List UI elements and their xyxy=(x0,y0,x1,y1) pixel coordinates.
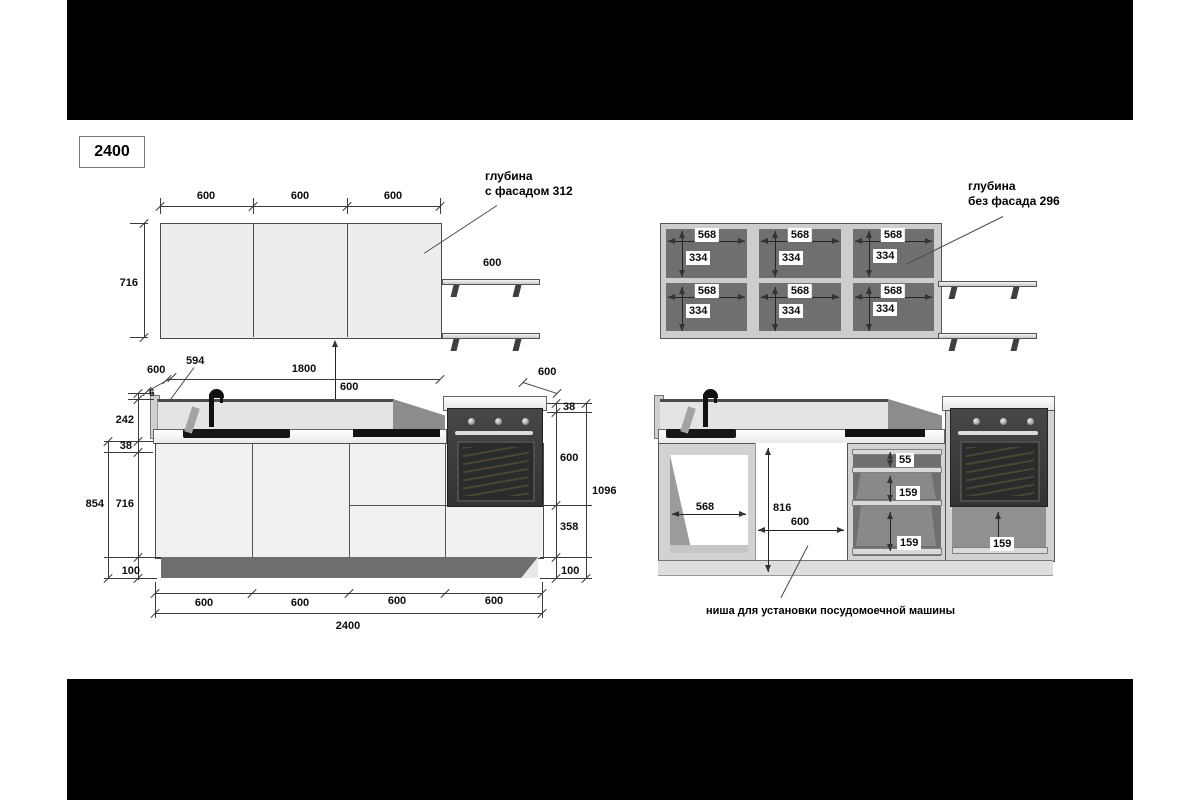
dim-inner-height: 334 xyxy=(779,251,803,265)
shelf-bracket xyxy=(1011,339,1020,351)
backsplash xyxy=(660,399,888,432)
shelf-bracket xyxy=(451,339,460,351)
arrowhead xyxy=(887,495,893,502)
arrowhead xyxy=(672,511,679,517)
door-gap-line xyxy=(445,443,446,557)
extension-line xyxy=(104,578,157,579)
oven-rack-reflection xyxy=(463,447,529,496)
plinth-strip xyxy=(658,560,1053,576)
dim-counter-thickness: 38 xyxy=(119,440,132,452)
arrowhead xyxy=(887,544,893,551)
dim-line xyxy=(167,379,440,380)
dim-line xyxy=(144,223,145,337)
oven-rack-reflection xyxy=(966,447,1034,496)
note-depth-with-facade xyxy=(485,169,573,199)
dim-line xyxy=(556,403,557,578)
arrowhead xyxy=(887,452,893,459)
upper-cabinet-front xyxy=(160,223,442,339)
arrowhead xyxy=(332,340,338,347)
hob xyxy=(845,429,925,437)
dim-inner-height: 334 xyxy=(686,304,710,318)
door-gap-line xyxy=(253,223,254,337)
faucet xyxy=(209,394,214,427)
backsplash-wedge xyxy=(393,399,445,429)
extension-line xyxy=(543,505,592,506)
door-gap-line xyxy=(252,443,253,557)
arrowhead xyxy=(772,231,778,238)
shelf-bracket xyxy=(1011,287,1020,299)
oven-window xyxy=(960,441,1040,502)
arrowhead xyxy=(679,270,685,277)
oven-knob xyxy=(973,418,980,425)
dim-base-height: 716 xyxy=(115,498,134,510)
dim-line xyxy=(160,206,440,207)
dim-line xyxy=(768,448,769,572)
dim-upper-door-width: 600 xyxy=(196,190,216,202)
arrowhead xyxy=(679,324,685,331)
arrowhead xyxy=(925,238,932,244)
dim-inner-width: 568 xyxy=(788,284,812,298)
arrowhead xyxy=(772,270,778,277)
dim-bottom-width: 600 xyxy=(387,595,407,607)
note-line: с фасадом 312 xyxy=(485,184,573,198)
dim-inner-height: 334 xyxy=(779,304,803,318)
shelf-bracket xyxy=(513,339,522,351)
dim-inner-width: 568 xyxy=(695,284,719,298)
extension-line xyxy=(104,557,161,558)
arrowhead xyxy=(668,294,675,300)
faucet xyxy=(703,394,708,427)
sink xyxy=(183,429,290,438)
dim-bottom-width: 600 xyxy=(194,597,214,609)
note-line: без фасада 296 xyxy=(968,194,1060,208)
arrowhead xyxy=(679,231,685,238)
dim-oven-height: 600 xyxy=(560,452,579,464)
dim-upper-height: 716 xyxy=(119,277,138,289)
oven-knob xyxy=(495,418,502,425)
arrowhead xyxy=(887,512,893,519)
oven-knob xyxy=(468,418,475,425)
dim-depth-left: 600 xyxy=(147,364,166,376)
arrowhead xyxy=(765,448,771,455)
dim-line xyxy=(155,613,542,614)
faucet-tip xyxy=(714,396,717,403)
arrowhead xyxy=(855,294,862,300)
extension-line xyxy=(130,223,148,224)
oven-window xyxy=(457,441,535,502)
dim-inner-height: 334 xyxy=(686,251,710,265)
dim-line xyxy=(586,403,587,578)
arrowhead xyxy=(887,476,893,483)
arrowhead xyxy=(995,512,1001,519)
dim-inner-width: 568 xyxy=(695,228,719,242)
dim-inner-width: 568 xyxy=(788,228,812,242)
oven-knob xyxy=(1000,418,1007,425)
dim-total-height: 1096 xyxy=(592,485,617,497)
arrowhead xyxy=(866,324,872,331)
dim-oven-drawer: 159 xyxy=(990,537,1014,551)
shelf-bracket xyxy=(949,287,958,299)
door-gap-line xyxy=(349,443,350,557)
dim-bottom-width: 600 xyxy=(484,595,504,607)
dim-upper-gap: 600 xyxy=(340,381,359,393)
shelf-bracket xyxy=(513,285,522,297)
dim-total-width: 2400 xyxy=(335,620,361,632)
note-depth-without-facade xyxy=(968,179,1060,209)
arrowhead xyxy=(925,294,932,300)
dim-line xyxy=(672,514,746,515)
dim-drawer-2: 159 xyxy=(896,486,920,500)
dim-niche-width: 600 xyxy=(790,516,810,528)
oven-handle xyxy=(958,431,1038,435)
arrowhead xyxy=(866,231,872,238)
dim-shelf-length: 600 xyxy=(483,257,502,269)
arrowhead xyxy=(758,527,765,533)
arrowhead xyxy=(887,460,893,467)
dishwasher-niche xyxy=(755,443,849,560)
dim-drawer-3: 159 xyxy=(897,536,921,550)
arrowhead xyxy=(866,270,872,277)
arrowhead xyxy=(765,565,771,572)
dim-plinth-height: 100 xyxy=(561,565,580,577)
oven-knob xyxy=(1027,418,1034,425)
shelf-bracket xyxy=(949,339,958,351)
arrowhead xyxy=(832,238,839,244)
dim-drawer-height: 358 xyxy=(560,521,579,533)
arrowhead xyxy=(832,294,839,300)
arrowhead xyxy=(866,287,872,294)
dim-sink-inner-width: 568 xyxy=(695,501,715,513)
shelf-bracket xyxy=(451,285,460,297)
note-line: глубина xyxy=(968,179,1016,193)
extension-line xyxy=(540,557,592,558)
dim-inner-height: 334 xyxy=(873,302,897,316)
arrowhead xyxy=(739,511,746,517)
arrowhead xyxy=(761,294,768,300)
extension-line xyxy=(128,399,154,400)
dim-line xyxy=(758,530,844,531)
arrowhead xyxy=(772,287,778,294)
note-dishwasher-niche: ниша для установки посудомоечной машины xyxy=(706,605,956,617)
dim-bottom-width: 600 xyxy=(290,597,310,609)
dim-line xyxy=(138,393,139,580)
drawer-rail xyxy=(852,500,942,506)
drawer-gap-line xyxy=(349,505,445,506)
dim-depth-right: 600 xyxy=(538,366,557,378)
dim-counter-thickness: 38 xyxy=(563,401,576,413)
arrowhead xyxy=(679,287,685,294)
arrowhead xyxy=(738,294,745,300)
interior-shadow xyxy=(670,545,748,553)
oven-knob xyxy=(522,418,529,425)
drawer-box xyxy=(856,506,936,546)
letterbox-top xyxy=(67,0,1133,120)
dim-plinth-height: 100 xyxy=(121,565,140,577)
dim-base-total: 854 xyxy=(85,498,104,510)
dim-line xyxy=(523,382,558,394)
dim-upper-door-width: 600 xyxy=(383,190,403,202)
hob xyxy=(353,429,440,437)
letterbox-bottom xyxy=(67,679,1133,800)
sink xyxy=(666,429,736,438)
dim-worktop-run: 1800 xyxy=(291,363,317,375)
arrowhead xyxy=(668,238,675,244)
arrowhead xyxy=(855,238,862,244)
arrowhead xyxy=(837,527,844,533)
arrowhead xyxy=(738,238,745,244)
dim-niche-height: 816 xyxy=(773,502,792,514)
door-gap-line xyxy=(347,223,348,337)
oven-handle xyxy=(455,431,533,435)
dim-inner-width: 568 xyxy=(881,284,905,298)
arrowhead xyxy=(761,238,768,244)
dim-upper-door-width: 600 xyxy=(290,190,310,202)
extension-line xyxy=(130,337,148,338)
note-line: глубина xyxy=(485,169,533,183)
dim-drawer-1: 55 xyxy=(896,453,914,467)
dim-tick xyxy=(552,389,561,398)
dim-line xyxy=(108,441,109,578)
dim-splash-height: 242 xyxy=(115,414,134,426)
dim-inner-height: 334 xyxy=(873,249,897,263)
backsplash-wedge xyxy=(888,399,942,429)
size-badge: 2400 xyxy=(79,136,145,168)
faucet-tip xyxy=(220,396,223,403)
dim-splash-length: 594 xyxy=(186,355,205,367)
dim-inner-width: 568 xyxy=(881,228,905,242)
drawer-rail xyxy=(852,467,942,473)
plinth xyxy=(161,557,538,578)
arrowhead xyxy=(772,324,778,331)
